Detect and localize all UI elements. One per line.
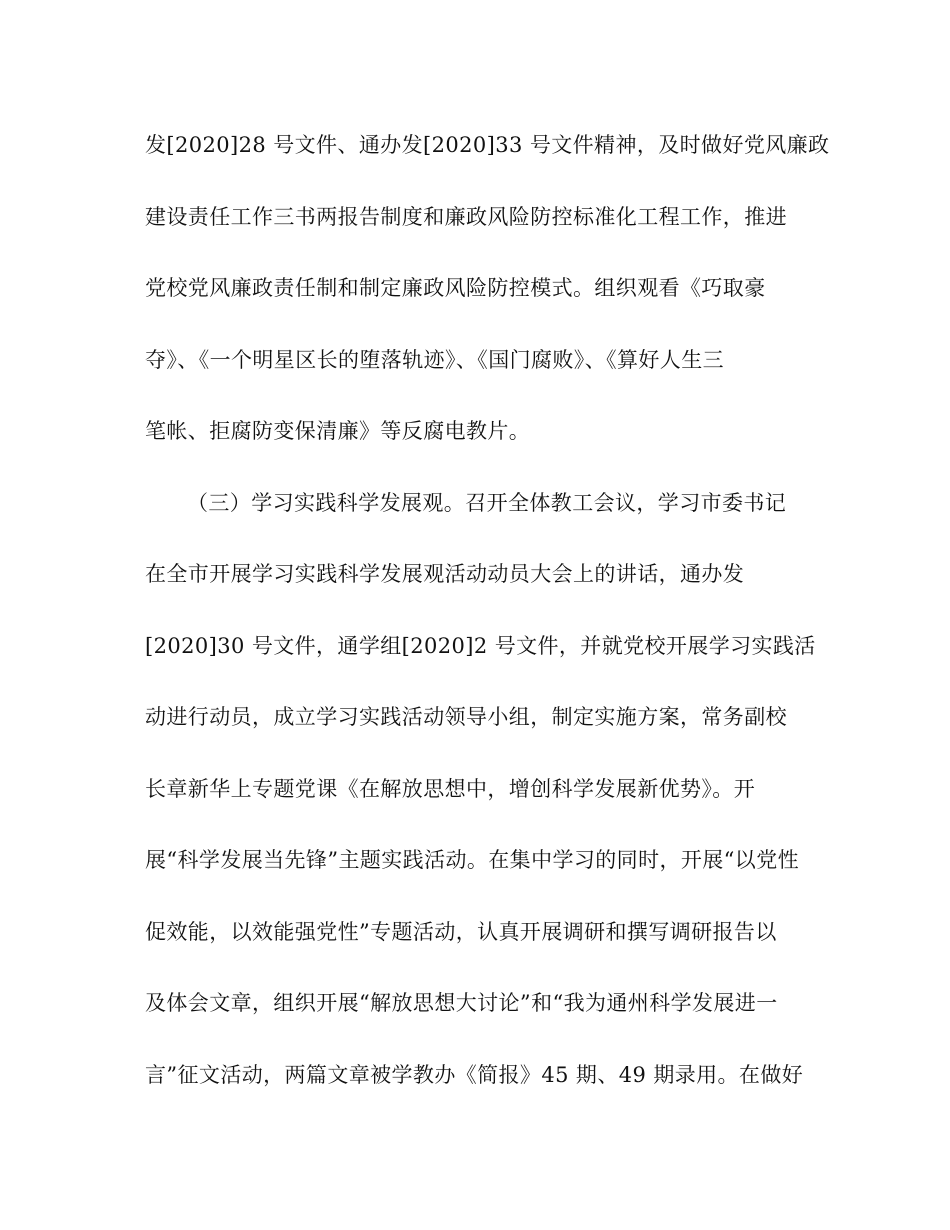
document-body: [145, 125, 830, 1126]
text-line: 建设责任工作三书两报告制度和廉政风险防控标准化工程工作，推进: [145, 204, 787, 229]
text-line: 夺》、《一个明星区长的堕落轨迹》、《国门腐败》、《算好人生三: [145, 347, 724, 372]
text-line: 长章新华上专题党课《在解放思想中，增创科学发展新优势》。开: [145, 776, 756, 801]
text-line: 在全市开展学习实践科学发展观活动动员大会上的讲话，通办发: [145, 562, 745, 586]
text-line: 动进行动员，成立学习实践活动领导小组，制定实施方案，常务副校: [145, 705, 787, 729]
text-line: 促效能，以效能强党性”专题活动，认真开展调研和撰写调研报告以: [145, 919, 777, 944]
text-line: [2020]30 号文件，通学组[2020]2 号文件，并就党校开展学习实践活: [145, 633, 816, 658]
text-line: 党校党风廉政责任制和制定廉政风险防控模式。组织观看《巧取豪: [145, 276, 766, 300]
text-line: 发[2020]28 号文件、通办发[2020]33 号文件精神，及时做好党风廉政: [145, 133, 830, 157]
text-line: 言”征文活动，两篇文章被学教办《简报》45 期、49 期录用。在做好: [145, 1062, 804, 1087]
section-heading-line: （三）学习实践科学发展观。召开全体教工会议，学习市委书记: [187, 490, 787, 515]
text-line: 展“科学发展当先锋”主题实践活动。在集中学习的同时，开展“以党性: [145, 848, 800, 872]
text-line: 及体会文章，组织开展“解放思想大讨论”和“我为通州科学发展进一: [145, 991, 778, 1015]
text-line: 笔帐、拒腐防变保清廉》等反腐电教片。: [145, 419, 531, 443]
